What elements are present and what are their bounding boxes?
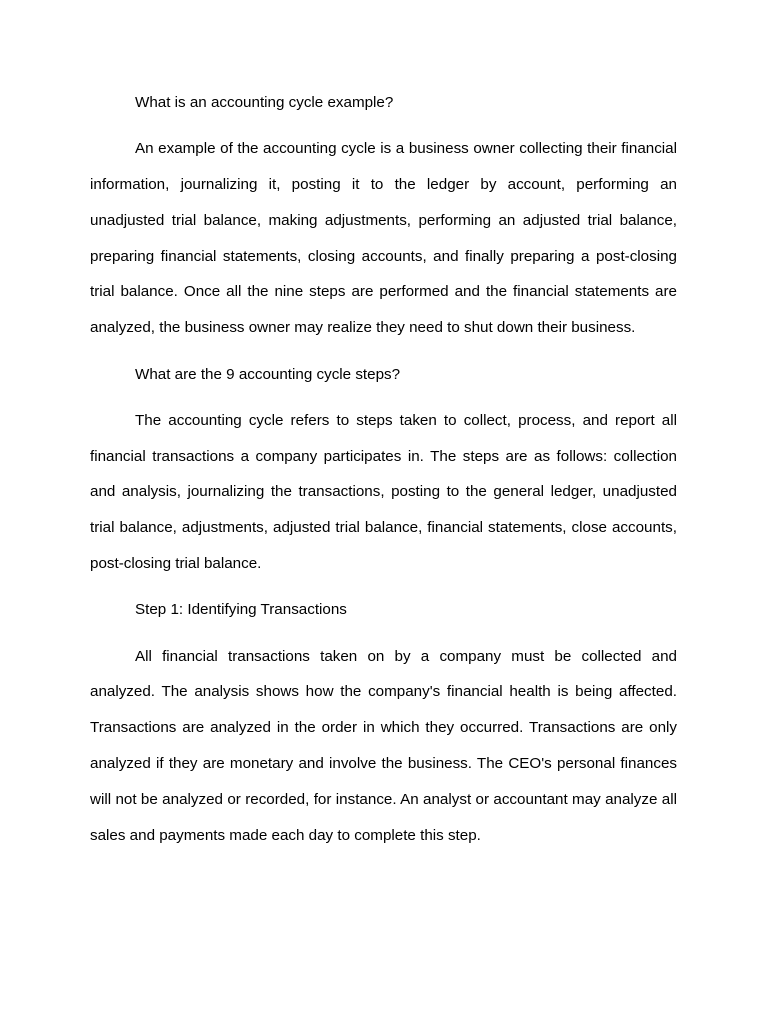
- document-body: [90, 85, 677, 864]
- section-paragraph: The accounting cycle refers to steps taken to collect, process, and report all financial transactions a company participates in. The steps are as follows: collection and analysis, journalizing the transactions, posting to the general ledger, unadjusted trial balance, adjustments, adjusted trial balance, financial statements, close accounts, post-closing trial balance.: [90, 411, 677, 573]
- section-heading: Step 1: Identifying Transactions: [135, 601, 347, 619]
- section-paragraph: All financial transactions taken on by a company must be collected and analyzed. The analysis shows how the company's financial health is being affected. Transactions are analyzed in the order in which they occurred. Transactions are only analyzed if they are monetary and involve the business. The CEO's personal finances will not be analyzed or recorded, for instance. An analyst or accountant may analyze all sales and payments made each day to complete this step.: [90, 647, 677, 844]
- section-paragraph: An example of the accounting cycle is a business owner collecting their financial information, journalizing it, posting it to the ledger by account, performing an unadjusted trial balance, making adjustments, performing an adjusted trial balance, preparing financial statements, closing accounts, and finally preparing a post-closing trial balance. Once all the nine steps are performed and the financial statements are analyzed, the business owner may realize they need to shut down their business.: [90, 140, 677, 337]
- section-heading: What are the 9 accounting cycle steps?: [135, 365, 401, 383]
- section-heading: What is an accounting cycle example?: [135, 94, 394, 111]
